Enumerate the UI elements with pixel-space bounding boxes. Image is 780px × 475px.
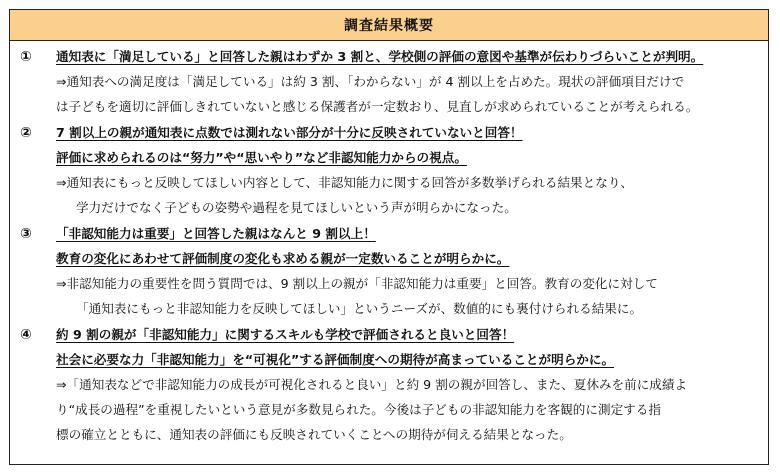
item-detail: ⇒通知表にもっと反映してほしい内容として、非認知能力に関する回答が多数挙げられる結果となり、 (56, 175, 634, 190)
summary-item-4 (20, 322, 758, 447)
item-detail: は子どもを適切に評価しきれていないと感じる保護者が一定数おり、見直しが求められていることが考えられる。 (56, 99, 699, 114)
item-detail: り“成長の過程”を重視したいという意見が多数見られた。今後は子どもの非認知能力を客観的に測定する指 (56, 402, 661, 417)
item-detail: ⇒非認知能力の重要性を問う質問では、9 割以上の親が「非認知能力は重要」と回答。教育の変化に対して (56, 276, 658, 291)
survey-summary-box (9, 9, 769, 465)
summary-content (10, 41, 768, 447)
item-number: ① (20, 49, 32, 65)
item-number: ④ (20, 327, 32, 343)
summary-item-3 (20, 221, 758, 321)
item-headline: 7 割以上の親が通知表に点数では測れない部分が十分に反映されていないと回答！ (56, 125, 523, 140)
summary-title: 調査結果概要 (10, 10, 768, 41)
item-number: ② (20, 125, 32, 141)
item-subheadline: 教育の変化にあわせて評価制度の変化も求める親が一定数いることが明らかに。 (56, 251, 510, 266)
item-headline: 通知表に「満足している」と回答した親はわずか 3 割と、学校側の評価の意図や基準が伝わりづらいことが判明。 (56, 49, 704, 64)
item-detail: ⇒通知表への満足度は「満足している」は約 3 割、「わからない」が 4 割以上を占めた。現状の評価項目だけで (56, 74, 685, 89)
summary-item-2 (20, 120, 758, 220)
item-detail: ⇒「通知表などで非認知能力の成長が可視化されると良い」と約 9 割の親が回答し、また、夏休みを前に成績よ (56, 377, 688, 392)
summary-item-1 (20, 44, 758, 119)
item-subheadline: 社会に必要な力「非認知能力」を“可視化”する評価制度への期待が高まっていることが明らかに。 (56, 352, 615, 367)
item-detail: 標の確立とともに、通知表の評価にも反映されていくことへの期待が伺える結果となった。 (56, 427, 572, 442)
item-number: ③ (20, 226, 32, 242)
item-headline: 約 9 割の親が「非認知能力」に関するスキルも学校で評価されると良いと回答！ (56, 327, 515, 342)
item-detail: 「通知表にもっと非認知能力を反映してほしい」というニーズが、数値的にも裏付けられる結果に。 (76, 301, 643, 316)
item-subheadline: 評価に求められるのは“努力”や“思いやり”など非認知能力からの視点。 (56, 150, 467, 165)
item-headline: 「非認知能力は重要」と回答した親はなんと 9 割以上！ (56, 226, 376, 241)
item-detail: 学力だけでなく子どもの姿勢や過程を見てほしいという声が明らかになった。 (76, 200, 517, 215)
